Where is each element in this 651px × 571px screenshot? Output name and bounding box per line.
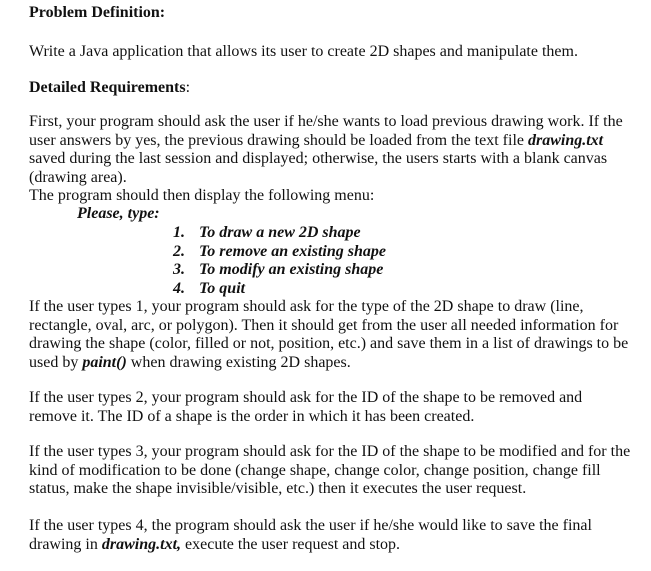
problem-definition-heading xyxy=(29,4,165,23)
menu-item-number: 3. xyxy=(173,261,185,279)
text-run: when drawing existing 2D shapes. xyxy=(126,353,351,371)
load-drawing-paragraph xyxy=(29,113,623,206)
menu-list xyxy=(173,224,386,298)
text-run: First, your program should ask the user if he/she wants to load previous drawing work. If the xyxy=(29,113,623,130)
emphasized-text: Detailed Requirements xyxy=(29,79,186,96)
text-run: status, make the shape invisible/visible, etc.) then it executes the user request. xyxy=(29,480,527,498)
text-line xyxy=(29,536,592,555)
text-run: used by xyxy=(29,353,83,371)
text-run: If the user types 4, the program should ask the user if he/she would like to save the final xyxy=(29,517,592,534)
text-line xyxy=(29,79,190,98)
text-run: : xyxy=(185,79,191,96)
text-run: If the user types 1, your program should ask for the type of the 2D shape to draw (line, xyxy=(29,298,584,315)
menu-item-label: To quit xyxy=(199,279,246,297)
option-4-paragraph xyxy=(29,517,592,554)
menu-item-number: 2. xyxy=(173,242,185,260)
menu-item-number: 4. xyxy=(173,279,185,297)
text-line xyxy=(29,354,628,373)
intro-paragraph xyxy=(29,43,578,62)
text-line xyxy=(29,480,630,499)
menu-item-number: 1. xyxy=(173,224,185,241)
text-line xyxy=(29,113,623,132)
text-line xyxy=(29,389,582,408)
text-run: If the user types 2, your program should ask for the ID of the shape to be removed and xyxy=(29,389,583,406)
text-run: drawing in xyxy=(29,535,102,553)
text-line xyxy=(29,335,628,354)
text-line xyxy=(29,4,165,23)
option-3-paragraph xyxy=(29,443,630,499)
menu-item-label: To modify an existing shape xyxy=(199,261,384,279)
text-line xyxy=(29,187,623,206)
text-run: If the user types 3, your program should ask for the ID of the shape to be modified and for the xyxy=(29,443,631,460)
text-run: drawing the shape (color, filled or not, position, etc.) and save them in a list of drawings to be xyxy=(29,335,629,353)
menu-item-label: To remove an existing shape xyxy=(199,242,386,260)
text-line xyxy=(29,462,630,481)
menu-prompt xyxy=(77,205,160,224)
menu-item xyxy=(173,224,386,243)
text-run: saved during the last session and displayed; otherwise, the users starts with a blank canvas xyxy=(29,150,608,168)
emphasized-text: paint() xyxy=(82,353,127,371)
menu-item xyxy=(173,243,386,262)
detailed-requirements-heading xyxy=(29,79,190,98)
text-line xyxy=(29,443,630,462)
emphasized-text: Please, type: xyxy=(77,205,160,222)
menu-item xyxy=(173,261,386,280)
option-2-paragraph xyxy=(29,389,582,426)
text-line xyxy=(29,150,623,169)
emphasized-text: drawing.txt xyxy=(527,131,604,149)
emphasized-text: Problem Definition: xyxy=(29,4,166,21)
text-line xyxy=(29,298,628,317)
text-line xyxy=(29,132,623,151)
text-run: kind of modification to be done (change shape, change color, change position, change fill xyxy=(29,461,601,479)
text-line xyxy=(29,317,628,336)
emphasized-text: drawing.txt, xyxy=(101,535,182,553)
text-line xyxy=(29,517,592,536)
text-run: user answers by yes, the previous drawing should be loaded from the text file xyxy=(29,131,528,149)
text-line xyxy=(29,408,582,427)
menu-item xyxy=(173,280,386,299)
text-run: execute the user request and stop. xyxy=(181,535,401,553)
text-line xyxy=(77,205,160,224)
text-run: rectangle, oval, arc, or polygon). Then it should get from the user all needed information for xyxy=(29,316,619,334)
text-run: remove it. The ID of a shape is the order in which it has been created. xyxy=(29,407,475,425)
text-line xyxy=(29,169,623,188)
text-run: (drawing area). xyxy=(29,168,127,186)
text-run: Write a Java application that allows its user to create 2D shapes and manipulate them. xyxy=(29,43,578,60)
text-line xyxy=(29,43,578,62)
text-run: The program should then display the following menu: xyxy=(29,187,375,205)
option-1-paragraph xyxy=(29,298,628,372)
menu-item-label: To draw a new 2D shape xyxy=(199,224,361,241)
